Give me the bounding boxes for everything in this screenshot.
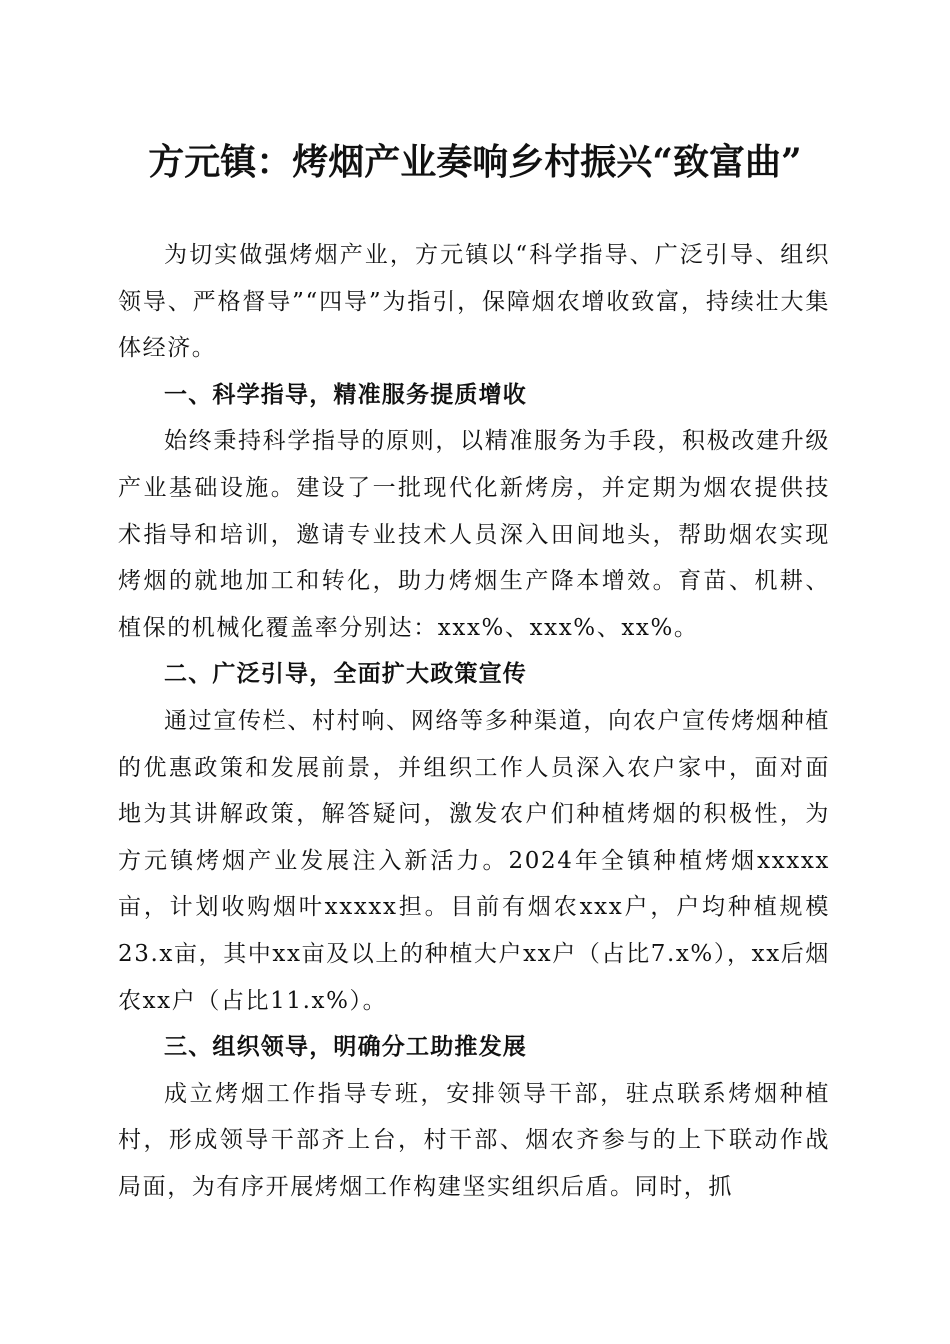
section-3-paragraph: 成立烤烟工作指导专班，安排领导干部，驻点联系烤烟种植村，形成领导干部齐上台，村干部、烟农齐参与的上下联动作战局面，为有序开展烤烟工作构建坚实组织后盾。同时，抓 bbox=[118, 1080, 830, 1200]
intro-paragraph: 为切实做强烤烟产业，方元镇以“科学指导、广泛引导、组织领导、严格督导”“四导”为指引，保障烟农增收致富，持续壮大集体经济。 bbox=[118, 242, 830, 362]
document-body bbox=[118, 232, 830, 1210]
section-3-heading: 三、组织领导，明确分工助推发展 bbox=[164, 1034, 527, 1061]
section-1-paragraph: 始终秉持科学指导的原则，以精准服务为手段，积极改建升级产业基础设施。建设了一批现代化新烤房，并定期为烟农提供技术指导和培训，邀请专业技术人员深入田间地头，帮助烟农实现烤烟的就地加工和转化，助力烤烟生产降本增效。育苗、机耕、植保的机械化覆盖率分别达：xxx%、xxx%、xx%。 bbox=[118, 428, 830, 641]
section-2-paragraph: 通过宣传栏、村村响、网络等多种渠道，向农户宣传烤烟种植的优惠政策和发展前景，并组织工作人员深入农户家中，面对面地为其讲解政策，解答疑问，激发农户们种植烤烟的积极性，为方元镇烤烟产业发展注入新活力。2024年全镇种植烤烟xxxxx亩，计划收购烟叶xxxxx担。目前有烟农xxx户，户均种植规模23.x亩，其中xx亩及以上的种植大户xx户（占比7.x%），xx后烟农xx户（占比11.x%）。 bbox=[118, 707, 830, 1014]
section-2-heading: 二、广泛引导，全面扩大政策宣传 bbox=[164, 661, 527, 688]
document-title: 方元镇：烤烟产业奏响乡村振兴“致富曲” bbox=[148, 141, 802, 183]
section-1-heading: 一、科学指导，精准服务提质增收 bbox=[164, 381, 527, 408]
